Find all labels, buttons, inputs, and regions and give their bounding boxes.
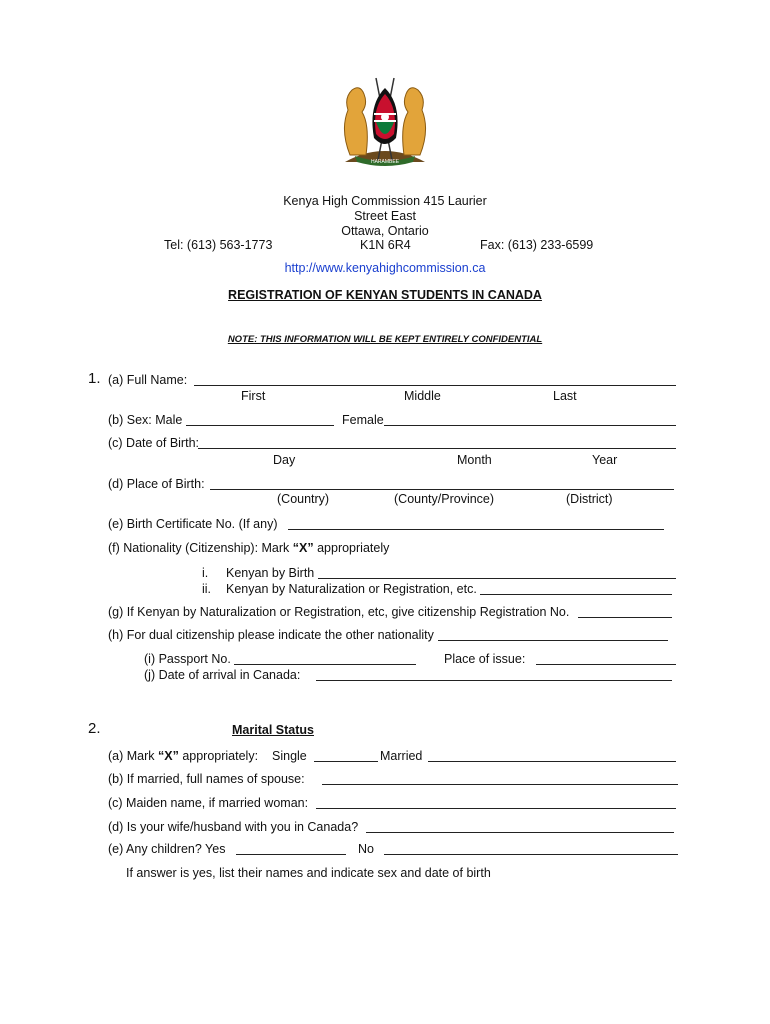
full-name-field[interactable]: [194, 385, 676, 386]
place-issue-field[interactable]: [536, 664, 676, 665]
nationality-birth-field[interactable]: [318, 578, 676, 579]
spouse-in-canada-field[interactable]: [366, 832, 674, 833]
nationality-naturalization-field[interactable]: [480, 594, 672, 595]
emblem-motto: HARAMBEE: [370, 159, 400, 165]
website-link[interactable]: http://www.kenyahighcommission.ca: [284, 261, 486, 275]
fax: Fax: (613) 233-6599: [480, 238, 594, 252]
dual-citizenship-field[interactable]: [438, 640, 668, 641]
birth-cert-label: (e) Birth Certificate No. (If any): [108, 517, 278, 531]
single-label: Single: [272, 749, 307, 763]
registration-no-field[interactable]: [578, 617, 672, 618]
sex-male-field[interactable]: [186, 425, 334, 426]
name-first-label: First: [241, 389, 266, 403]
address-line-1: Kenya High Commission 415 Laurier: [283, 194, 487, 208]
maiden-name-field[interactable]: [316, 808, 676, 809]
kenya-coat-of-arms: [330, 70, 440, 170]
pob-label: (d) Place of Birth:: [108, 477, 205, 491]
pob-district-label: (District): [566, 492, 613, 506]
nationality-ii-num: ii.: [202, 582, 212, 596]
dob-day-label: Day: [273, 453, 296, 467]
maiden-name-label: (c) Maiden name, if married woman:: [108, 796, 309, 810]
children-yes-label: (e) Any children? Yes: [108, 842, 226, 856]
section-number-2: 2.: [88, 720, 101, 737]
marital-mark-label: (a) Mark “X” appropriately:: [108, 749, 259, 763]
children-yes-field[interactable]: [236, 854, 346, 855]
passport-label: (i) Passport No.: [144, 652, 231, 666]
arrival-date-label: (j) Date of arrival in Canada:: [144, 668, 301, 682]
address-line-2: Street East: [354, 209, 416, 223]
sex-female-label: Female: [342, 413, 384, 427]
children-no-label: No: [358, 842, 374, 856]
name-last-label: Last: [553, 389, 577, 403]
dob-label: (c) Date of Birth:: [108, 436, 199, 450]
form-title: REGISTRATION OF KENYAN STUDENTS IN CANADA: [228, 288, 542, 302]
pob-field[interactable]: [210, 489, 674, 490]
married-label: Married: [380, 749, 423, 763]
dob-month-label: Month: [457, 453, 492, 467]
nationality-i-num: i.: [202, 566, 209, 580]
nationality-birth-label: Kenyan by Birth: [226, 566, 315, 580]
section-number-1: 1.: [88, 370, 101, 387]
registration-no-label: (g) If Kenyan by Naturalization or Registration, etc, give citizenship Registration No.: [108, 605, 570, 619]
confidential-note: NOTE: THIS INFORMATION WILL BE KEPT ENTIRELY CONFIDENTIAL: [227, 334, 543, 345]
nationality-label: (f) Nationality (Citizenship): Mark “X” appropriately: [108, 541, 390, 555]
telephone: Tel: (613) 563-1773: [164, 238, 273, 252]
place-issue-label: Place of issue:: [444, 652, 526, 666]
full-name-label: (a) Full Name:: [108, 373, 188, 387]
married-field[interactable]: [428, 761, 676, 762]
arrival-date-field[interactable]: [316, 680, 672, 681]
spouse-field[interactable]: [322, 784, 678, 785]
address-line-3: Ottawa, Ontario: [341, 224, 429, 238]
marital-status-heading: Marital Status: [232, 723, 314, 737]
nationality-naturalization-label: Kenyan by Naturalization or Registration, etc.: [226, 582, 477, 596]
dob-year-label: Year: [592, 453, 618, 467]
name-middle-label: Middle: [404, 389, 441, 403]
pob-country-label: (Country): [277, 492, 330, 506]
sex-male-label: (b) Sex: Male: [108, 413, 183, 427]
spouse-in-canada-label: (d) Is your wife/husband with you in Canada?: [108, 820, 359, 834]
pob-county-label: (County/Province): [394, 492, 495, 506]
passport-field[interactable]: [234, 664, 416, 665]
children-note: If answer is yes, list their names and indicate sex and date of birth: [126, 866, 491, 880]
dob-field[interactable]: [198, 448, 676, 449]
dual-citizenship-label: (h) For dual citizenship please indicate the other nationality: [108, 628, 434, 642]
spouse-label: (b) If married, full names of spouse:: [108, 772, 305, 786]
postal-code: K1N 6R4: [360, 238, 411, 252]
sex-female-field[interactable]: [384, 425, 676, 426]
children-no-field[interactable]: [384, 854, 678, 855]
birth-cert-field[interactable]: [288, 529, 664, 530]
single-field[interactable]: [314, 761, 378, 762]
